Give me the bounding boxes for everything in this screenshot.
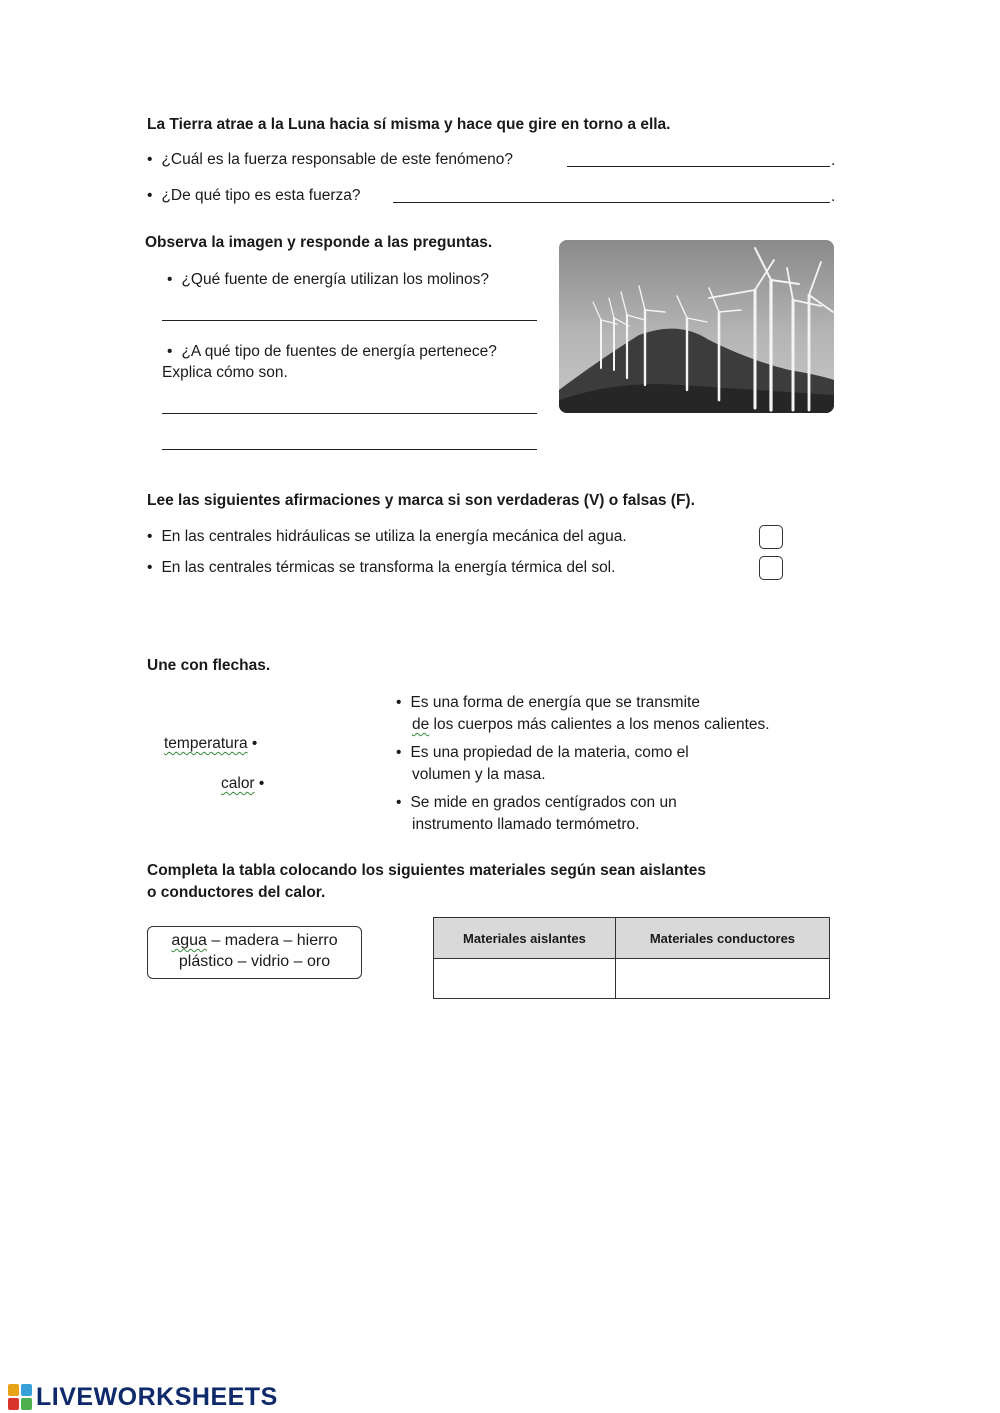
statement-1: • En las centrales hidráulicas se utiliza la energía mecánica del agua. <box>147 528 627 546</box>
match-left-calor-label: calor <box>221 775 255 792</box>
section1-question-2: • ¿De qué tipo es esta fuerza? <box>147 187 360 205</box>
match-right-3[interactable]: • Se mide en grados centígrados con un <box>396 794 677 812</box>
answer-line-5[interactable] <box>162 449 537 450</box>
liveworksheets-logo <box>8 1382 278 1412</box>
cell-conductores[interactable] <box>615 959 829 999</box>
word-agua: agua <box>171 932 207 949</box>
section5-heading-line1: Completa la tabla colocando los siguientes materiales según sean aislantes <box>147 862 707 879</box>
match-right-2-continued: volumen y la masa. <box>412 766 546 783</box>
match-right-1-continued: de los cuerpos más calientes a los menos calientes. <box>412 716 770 733</box>
match-right-1[interactable]: • Es una forma de energía que se transmite <box>396 694 700 712</box>
materials-table <box>433 917 830 999</box>
section4-heading: Une con flechas. <box>147 657 271 674</box>
liveworksheets-logo-icon <box>8 1384 32 1410</box>
brand-name: LIVEWORKSHEETS <box>36 1382 278 1411</box>
match-left-temperatura-label: temperatura <box>164 735 248 752</box>
statement-2: • En las centrales térmicas se transforma la energía térmica del sol. <box>147 559 615 577</box>
column-header-aislantes: Materiales aislantes <box>434 918 616 959</box>
match-right-2[interactable]: • Es una propiedad de la materia, como el <box>396 744 689 762</box>
wind-turbines-photo <box>559 240 834 413</box>
true-false-box-1[interactable] <box>759 525 783 549</box>
materials-word-box: agua – madera – hierro plástico – vidrio – oro <box>147 926 362 979</box>
cell-aislantes[interactable] <box>434 959 616 999</box>
section2-heading: Observa la imagen y responde a las preguntas. <box>145 234 493 251</box>
section1-question-1: • ¿Cuál es la fuerza responsable de este fenómeno? <box>147 151 513 169</box>
section5-heading-line2: o conductores del calor. <box>147 884 326 901</box>
match-left-calor[interactable]: calor • <box>221 775 265 792</box>
answer-line-2[interactable] <box>393 202 830 203</box>
match-right-3-continued: instrumento llamado termómetro. <box>412 816 640 833</box>
answer-line-1[interactable] <box>567 166 830 167</box>
match-left-temperatura[interactable]: temperatura • <box>164 735 258 752</box>
section2-question-2-continued: Explica cómo son. <box>162 364 288 381</box>
section2-question-1: • ¿Qué fuente de energía utilizan los molinos? <box>167 271 489 289</box>
column-header-conductores: Materiales conductores <box>615 918 829 959</box>
section2-question-2: • ¿A qué tipo de fuentes de energía pertenece? <box>167 343 497 361</box>
section3-heading: Lee las siguientes afirmaciones y marca si son verdaderas (V) o falsas (F). <box>147 492 695 509</box>
true-false-box-2[interactable] <box>759 556 783 580</box>
answer-line-3[interactable] <box>162 320 537 321</box>
section1-heading: La Tierra atrae a la Luna hacia sí misma y hace que gire en torno a ella. <box>147 116 671 133</box>
answer-line-4[interactable] <box>162 413 537 414</box>
